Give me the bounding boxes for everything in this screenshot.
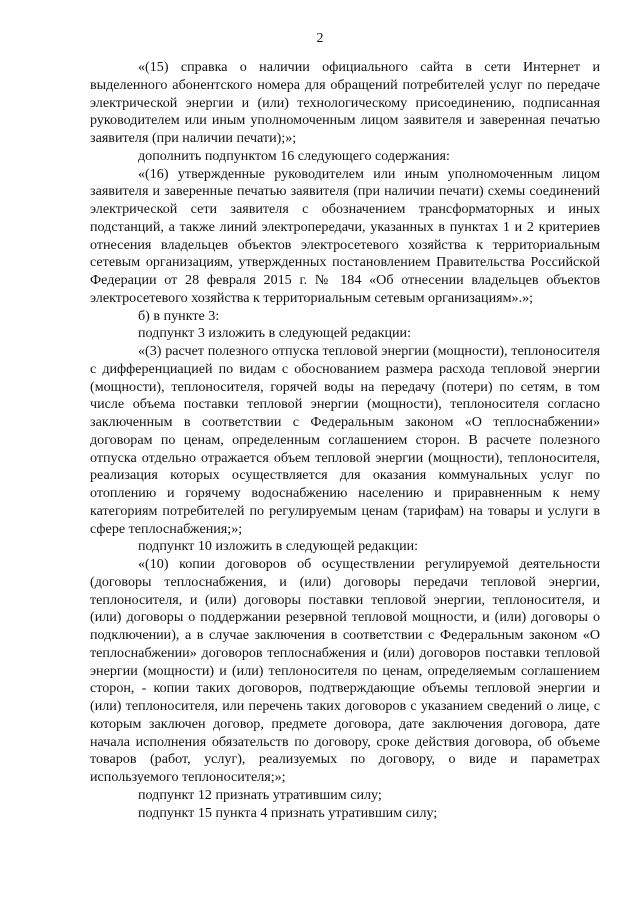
- paragraph-item-15: «(15) справка о наличии официального сайта в сети Интернет и выделенного абонентского номера для обращений потребителей услуг по передаче электрической энергии и (или) технологическому присоединению, подписанная руководителем или иным уполномоченным лицом заявителя и заверенная печатью заявителя (при наличии печати);»;: [90, 59, 600, 146]
- paragraph-subitem-10-intro: подпункт 10 изложить в следующей редакции:: [138, 538, 419, 555]
- page-number: 2: [316, 31, 324, 46]
- paragraph-section-b: б) в пункте 3:: [138, 307, 220, 324]
- paragraph-subitem-12-repeal: подпункт 12 признать утратившим силу;: [138, 786, 382, 803]
- document-body: [90, 59, 600, 822]
- paragraph-subitem-3-intro: подпункт 3 изложить в следующей редакции:: [138, 325, 412, 342]
- paragraph-add-item-16: дополнить подпунктом 16 следующего содержания:: [138, 147, 450, 164]
- paragraph-subitem-10: «(10) копии договоров об осуществлении регулируемой деятельности (договоры теплоснабжения, и (или) договоры передачи тепловой энергии, теплоносителя, и (или) договоры поставки тепловой энергии, теплоносителя, и (или) договоры о поддержании резервной тепловой мощности, и (или) договоры о подключении), а в случае заключения в соответствии с Федеральным законом «О теплоснабжении» договоров теплоснабжения и (или) договоров поставки тепловой энергии (мощности) и (или) теплоносителя по ценам, определяемым соглашением сторон, - копии таких договоров, подтверждающие объемы тепловой энергии и (или) теплоносителя, или перечень таких договоров с указанием сведений о лице, с которым заключен договор, предмете договора, дате заключения договора, дате начала исполнения обязательств по договору, сроке действия договора, об объеме товаров (работ, услуг), реализуемых по договору, о виде и параметрах используемого теплоносителя;»;: [90, 556, 600, 785]
- paragraph-subitem-15-repeal: подпункт 15 пункта 4 признать утратившим силу;: [138, 804, 438, 821]
- paragraph-item-16: «(16) утвержденные руководителем или иным уполномоченным лицом заявителя и заверенные печатью заявителя (при наличии печати) схемы соединений электрической сети заявителя с обозначением трансформаторных и иных подстанций, а также линий электропередачи, указанных в пунктах 1 и 2 критериев отнесения владельцев объектов электросетевого хозяйства к территориальным сетевым организациям, утвержденных постановлением Правительства Российской Федерации от 28 февраля 2015 г. № 184 «Об отнесении владельцев объектов электросетевого хозяйства к территориальным сетевым организациям».»;: [90, 165, 600, 306]
- paragraph-subitem-3: «(3) расчет полезного отпуска тепловой энергии (мощности), теплоносителя с дифференциацией по видам с обоснованием размера расхода тепловой энергии (мощности), теплоносителя, горячей воды на передачу (потери) по сетям, в том числе объема поставки тепловой энергии (мощности), теплоносителя согласно заключенным в соответствии с Федеральным законом «О теплоснабжении» договорам по ценам, определенным соглашением сторон. В расчете полезного отпуска отдельно отражается объем тепловой энергии (мощности), теплоносителя, реализация которых осуществляется для оказания коммунальных услуг по отоплению и горячему водоснабжению населению и приравненным к нему категориям потребителей по регулируемым ценам (тарифам) на товары и услуги в сфере теплоснабжения;»;: [90, 343, 600, 537]
